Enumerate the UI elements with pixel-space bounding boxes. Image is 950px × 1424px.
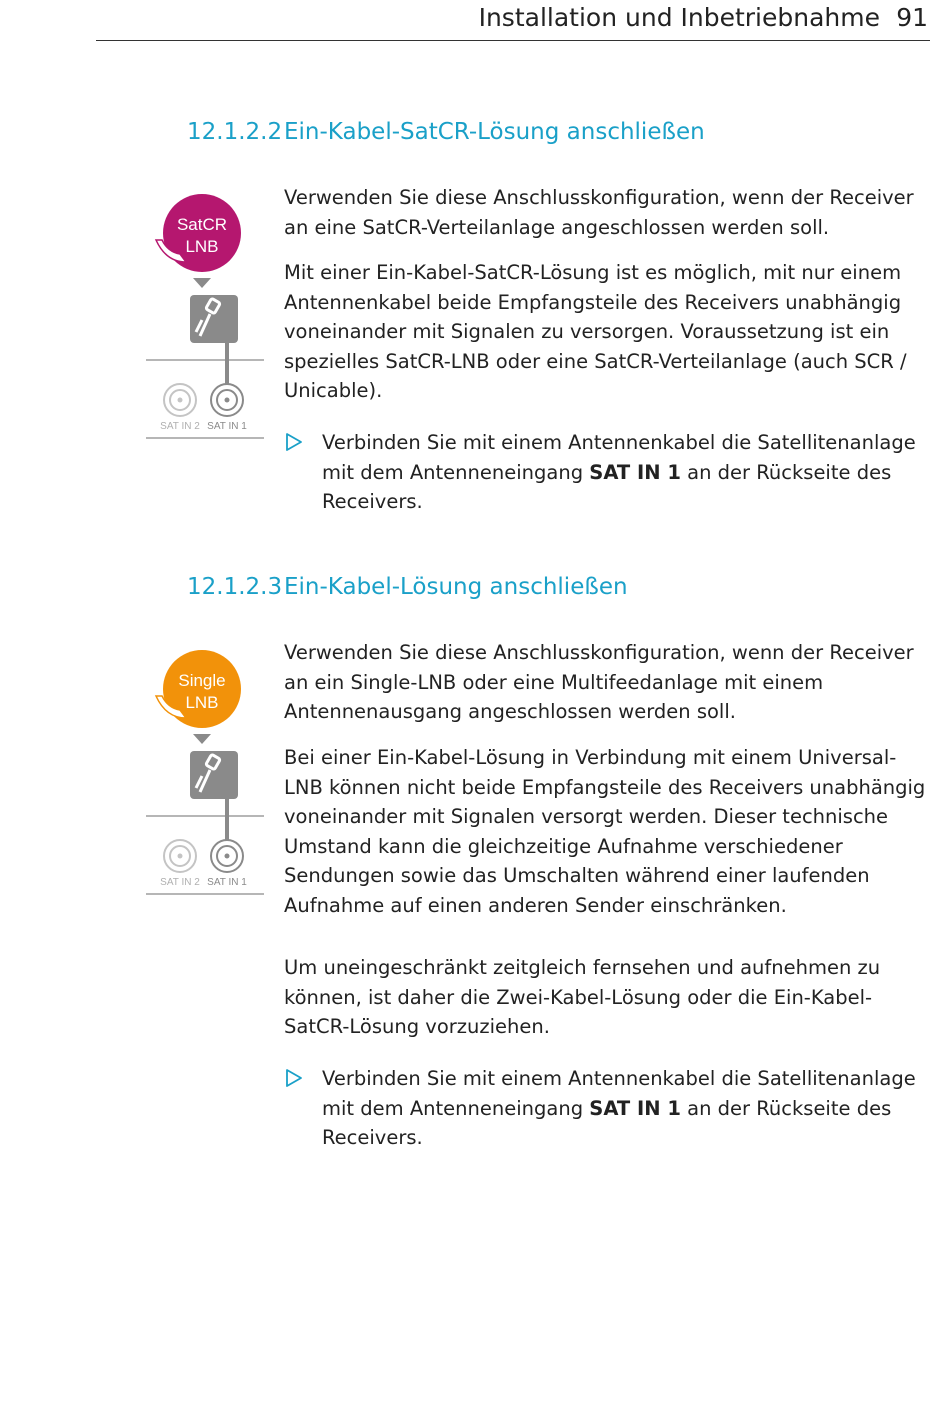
port-label-sat-in-1: SAT IN 1 xyxy=(207,877,247,888)
section-title: Ein-Kabel-SatCR-Lösung anschließen xyxy=(284,119,705,145)
page-header xyxy=(96,0,930,41)
badge-line2: LNB xyxy=(185,237,219,256)
port-name: SAT IN 1 xyxy=(589,460,681,484)
single-lnb-connection-figure xyxy=(146,646,264,896)
instruction-text: Verbinden Sie mit einem Antennenkabel die Satellitenanlage mit dem Antenneneingang SAT IN 1 an der Rückseite des Receivers. xyxy=(322,1067,916,1149)
paragraph: Um uneingeschränkt zeitgleich fernsehen und aufnehmen zu können, ist daher die Zwei-Kabel-Lösung oder die Ein-Kabel-SatCR-Lösung vorzuziehen. xyxy=(284,956,881,1038)
instruction-text: Verbinden Sie mit einem Antennenkabel die Satellitenanlage mit dem Antenneneingang SAT IN 1 an der Rückseite des Receivers. xyxy=(322,431,916,513)
cable-plug-icon xyxy=(190,295,238,343)
sat-in-1-port-icon xyxy=(211,384,243,416)
paragraph: Mit einer Ein-Kabel-SatCR-Lösung ist es möglich, mit nur einem Antennenkabel beide Empfangsteile des Receivers unabhängig voneinander mit Signalen zu versorgen. Voraussetzung ist ein spezielles SatCR-LNB oder eine SatCR-Verteilanlage (auch SCR / Unicable). xyxy=(284,261,907,402)
cable-plug-icon xyxy=(190,751,238,799)
sat-in-2-port-icon xyxy=(164,840,196,872)
page-number: 91 xyxy=(896,3,928,32)
instruction-step xyxy=(284,1064,929,1153)
triangle-bullet-icon xyxy=(284,1068,304,1088)
triangle-bullet-icon xyxy=(284,432,304,452)
sat-in-1-port-icon xyxy=(211,840,243,872)
paragraph: Bei einer Ein-Kabel-Lösung in Verbindung mit einem Universal-LNB können nicht beide Empfangsteile des Receivers unabhängig voneinander mit Signalen versorgt werden. Dieser technische Umstand kann die gleichzeitige Aufnahme verschiedener Sendungen sowie das Umschalten während einer laufenden Aufnahme auf einen anderen Sender einschränken. xyxy=(284,746,926,917)
header-title: Installation und Inbetriebnahme xyxy=(478,3,880,32)
section-number: 12.1.2.3 xyxy=(187,574,283,600)
section-number: 12.1.2.2 xyxy=(187,119,283,145)
section-heading-single xyxy=(187,574,628,600)
port-label-sat-in-1: SAT IN 1 xyxy=(207,421,247,432)
sat-in-2-port-icon xyxy=(164,384,196,416)
satcr-connection-diagram xyxy=(146,190,264,440)
port-name: SAT IN 1 xyxy=(589,1096,681,1120)
arrow-down-icon xyxy=(193,278,211,288)
port-label-sat-in-2: SAT IN 2 xyxy=(160,877,200,888)
instruction-step xyxy=(284,428,929,517)
badge-line2: LNB xyxy=(185,693,219,712)
port-label-sat-in-2: SAT IN 2 xyxy=(160,421,200,432)
arrow-down-icon xyxy=(193,734,211,744)
paragraph: Verwenden Sie diese Anschlusskonfiguration, wenn der Receiver an ein Single-LNB oder eine Multifeedanlage mit einem Antennenausgang angeschlossen werden soll. xyxy=(284,641,914,723)
section-title: Ein-Kabel-Lösung anschließen xyxy=(284,574,628,600)
badge-line1: Single xyxy=(178,671,226,690)
section-heading-satcr xyxy=(187,119,705,145)
paragraph: Verwenden Sie diese Anschlusskonfiguration, wenn der Receiver an eine SatCR-Verteilanlage angeschlossen werden soll. xyxy=(284,186,914,239)
single-lnb-connection-diagram xyxy=(146,646,264,896)
badge-line1: SatCR xyxy=(176,215,228,234)
satcr-connection-figure xyxy=(146,190,264,440)
